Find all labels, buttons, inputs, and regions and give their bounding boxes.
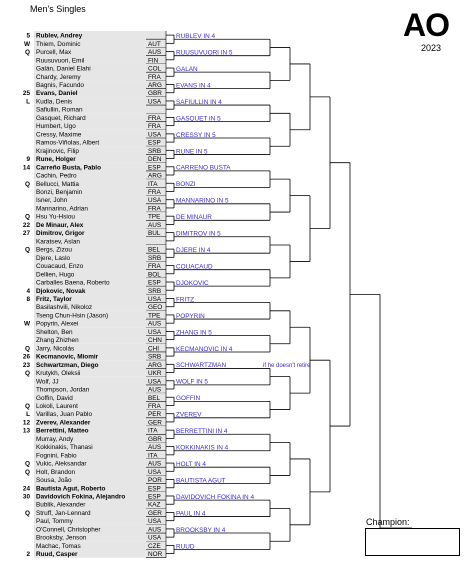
player-name: Jarry, Nicolás	[36, 345, 75, 353]
player-country: AUT	[148, 40, 161, 48]
player-name: Bellucci, Mattia	[36, 180, 79, 188]
round2-note: if he doesn't retire	[263, 363, 311, 370]
player-country: SRB	[148, 254, 162, 262]
seed-label: Q	[25, 180, 30, 188]
player-country: USA	[148, 378, 162, 386]
player-name: Carreño Busta, Pablo	[36, 164, 101, 172]
seed-label: 14	[22, 164, 30, 172]
player-name: Lokoli, Laurent	[36, 402, 78, 410]
player-name: Dimitrov, Grigor	[36, 230, 85, 238]
round2-winner: DAVIDOVICH FOKINA IN 4	[176, 493, 255, 501]
player-name: Zverev, Alexander	[36, 419, 91, 427]
seed-label: Q	[25, 402, 30, 410]
player-country: SRB	[148, 147, 162, 155]
seed-label: 2	[26, 551, 30, 559]
player-country: USA	[148, 295, 162, 303]
player-country: GER	[148, 509, 162, 517]
player-country: USA	[148, 98, 162, 106]
round2-winner: RUBLEV IN 4	[176, 33, 216, 41]
player-country: USA	[148, 534, 162, 542]
player-country: ESP	[148, 485, 161, 493]
round2-winner: SAFIULLIN IN 4	[176, 98, 222, 106]
player-country: ITA	[148, 427, 158, 435]
player-name: Purcell, Max	[36, 49, 72, 57]
player-name: Chardy, Jeremy	[36, 73, 81, 81]
player-name: Schwartzman, Diego	[36, 361, 99, 369]
player-name: Ruud, Casper	[36, 551, 78, 559]
round2-winner: GASQUET IN 5	[176, 115, 221, 123]
player-name: Krutykh, Oleksii	[36, 370, 81, 378]
round2-winner: EVANS IN 4	[176, 82, 211, 90]
round2-winner: BERRETTINI IN 4	[176, 428, 228, 436]
player-country: ITA	[148, 452, 158, 460]
player-name: Ramos-Viñolas, Albert	[36, 139, 100, 147]
seed-label: 30	[22, 493, 30, 501]
player-country: TPE	[148, 213, 161, 221]
round2-winner: BROOKSBY IN 4	[176, 526, 226, 534]
round2-winner: ZVEREV	[176, 411, 202, 419]
round2-winner: DIMITROV IN 5	[176, 230, 221, 238]
player-country: FRA	[148, 402, 161, 410]
player-name: Djere, Laslo	[36, 254, 71, 262]
player-name: Cressy, Maxime	[36, 131, 82, 139]
player-name: Paul, Tommy	[36, 518, 73, 526]
seed-label: Q	[25, 370, 30, 378]
player-country: TPE	[148, 312, 161, 320]
round2-winner: CRESSY IN 5	[176, 131, 216, 139]
player-country: CHI	[148, 345, 160, 353]
round2-winner: KOKKINAKIS IN 4	[176, 444, 229, 452]
round2-winner: PAUL IN 4	[176, 510, 206, 518]
player-name: Bonzi, Benjamin	[36, 189, 83, 196]
player-country: USA	[148, 131, 162, 139]
seed-label: L	[26, 98, 30, 106]
seed-label: Q	[25, 509, 30, 517]
player-country: UKR	[148, 370, 162, 378]
player-country: AUS	[148, 460, 162, 468]
champion-box	[365, 528, 460, 556]
seed-label: W	[23, 40, 30, 48]
player-name: Evans, Daniel	[36, 90, 78, 98]
player-country: ARG	[148, 82, 162, 90]
player-country: ITA	[148, 180, 158, 188]
player-name: Mannarino, Adrian	[36, 205, 88, 213]
round2-winner: COUACAUD	[176, 263, 213, 271]
player-name: Varillas, Juan Pablo	[36, 411, 93, 419]
player-name: Galán, Daniel Elahi	[36, 65, 91, 73]
seed-label: Q	[25, 460, 30, 468]
round2-winner: DJOKOVIC	[176, 279, 209, 287]
player-country: GEO	[148, 304, 163, 312]
player-country: USA	[148, 328, 162, 336]
round2-winner: FRITZ	[176, 296, 195, 304]
seed-label: Q	[25, 246, 30, 254]
player-name: Zhang Zhizhen	[36, 337, 79, 345]
player-name: Vukic, Aleksandar	[36, 460, 87, 468]
player-name: Fognini, Fabio	[36, 452, 77, 460]
player-name: Brooksby, Jenson	[36, 534, 87, 542]
player-country: POR	[148, 477, 162, 485]
player-name: Safiullin, Roman	[36, 106, 83, 114]
player-country: ESP	[148, 279, 161, 287]
player-country: AUS	[148, 386, 162, 394]
player-country: BOL	[148, 271, 161, 279]
player-country: AUS	[148, 444, 162, 452]
player-name: Sousa, João	[36, 477, 72, 485]
player-name: Hsu Yu-Hsiou	[36, 213, 75, 221]
seed-label: 9	[26, 156, 30, 164]
player-name: Djokovic, Novak	[36, 287, 86, 295]
round2-winner: GALAN	[176, 65, 198, 73]
player-name: Holt, Brandon	[36, 468, 76, 476]
player-name: Davidovich Fokina, Alejandro	[36, 493, 126, 501]
player-name: Fritz, Taylor	[36, 295, 72, 303]
player-name: Dellien, Hugo	[36, 271, 75, 279]
player-country: FRA	[148, 205, 161, 213]
player-country: AUS	[148, 221, 162, 229]
player-name: Bergs, Zizou	[36, 246, 72, 254]
player-name: Basilashvili, Nikoloz	[36, 304, 93, 312]
player-country: FRA	[148, 263, 161, 271]
seed-label: 24	[22, 485, 30, 493]
player-country: PER	[148, 411, 162, 419]
seed-label: 27	[22, 230, 30, 238]
player-country: ARG	[148, 172, 162, 180]
player-country: COL	[148, 65, 162, 73]
player-name: Kokkinakis, Thanasi	[36, 444, 93, 452]
player-name: Bautista Agut, Roberto	[36, 485, 106, 493]
player-country: NOR	[148, 551, 163, 559]
seed-label: 25	[22, 90, 30, 98]
player-name: Kudla, Denis	[36, 98, 73, 106]
player-country: FRA	[148, 73, 161, 81]
seed-label: Q	[25, 213, 30, 221]
seed-label: 4	[26, 287, 30, 295]
draw-title: Men's Singles	[30, 4, 86, 14]
player-name: Ruusuvuori, Emil	[36, 57, 85, 65]
player-country: BEL	[148, 246, 161, 254]
round2-winner: KECMANOVIC IN 4	[176, 345, 233, 353]
player-name: Cachin, Pedro	[36, 172, 77, 180]
player-country: AUS	[148, 526, 162, 534]
round2-winner: DE MINAUR	[176, 214, 212, 222]
player-name: Popyrin, Alexei	[36, 320, 79, 328]
player-name: Murray, Andy	[36, 435, 74, 443]
player-name: Bublik, Alexander	[36, 501, 86, 509]
player-name: Bagnis, Facundo	[36, 82, 84, 90]
round2-winner: CARRENO BUSTA	[176, 164, 231, 172]
player-name: Rublev, Andrey	[36, 32, 83, 40]
round2-winner: GOFFIN	[176, 395, 201, 403]
ao-logo: AO	[403, 7, 449, 43]
player-name: Wolf, JJ	[36, 378, 59, 386]
round2-winner: SCHWARTZMAN	[176, 362, 227, 370]
seed-label: 12	[22, 419, 30, 427]
player-country: SRB	[148, 353, 162, 361]
seed-label: Q	[25, 468, 30, 476]
seed-label: L	[26, 411, 30, 419]
player-name: Couacaud, Enzo	[36, 263, 84, 271]
player-name: Goffin, David	[36, 394, 73, 402]
player-country: ESP	[148, 164, 161, 172]
player-country: USA	[148, 518, 162, 526]
player-country: SRB	[148, 287, 162, 295]
seed-label: 8	[26, 295, 30, 303]
player-country: GBR	[148, 90, 162, 98]
player-name: O'Connell, Christopher	[36, 526, 101, 534]
round2-winner: WOLF IN 5	[176, 378, 208, 386]
player-country: CZE	[148, 542, 161, 550]
player-name: Isner, John	[36, 197, 68, 205]
player-country: FRA	[148, 114, 161, 122]
player-country: ESP	[148, 493, 161, 501]
player-name: Kecmanovic, Miomir	[36, 353, 99, 361]
round2-winner: HOLT IN 4	[176, 460, 206, 468]
player-name: De Minaur, Alex	[36, 221, 84, 229]
round2-winner: RUNE IN 5	[176, 148, 208, 156]
player-country: DEN	[148, 156, 162, 164]
seed-label: 22	[22, 221, 30, 229]
player-country: AUS	[148, 320, 162, 328]
year-label: 2023	[421, 43, 442, 53]
champion-label: Champion:	[366, 517, 410, 527]
player-name: Tseng Chun-Hsin (Jason)	[36, 312, 109, 320]
player-country: USA	[148, 197, 162, 205]
player-country: FRA	[148, 123, 161, 131]
player-country: KAZ	[148, 501, 161, 509]
player-name: Krajinovic, Filip	[36, 147, 79, 155]
player-name: Shelton, Ben	[36, 328, 73, 336]
player-name: Carballes Baena, Roberto	[36, 279, 110, 287]
round2-winner: DJERE IN 4	[176, 247, 211, 255]
player-country: ESP	[148, 139, 161, 147]
player-country: BUL	[148, 230, 161, 238]
player-name: Struff, Jan-Lennard	[36, 509, 91, 517]
round2-winner: BONZI	[176, 181, 196, 189]
seed-label: Q	[25, 345, 30, 353]
seed-label: 26	[22, 353, 30, 361]
player-name: Karatsev, Aslan	[36, 238, 80, 246]
round2-winner: POPYRIN	[176, 312, 205, 320]
player-name: Thiem, Dominic	[36, 40, 81, 48]
seed-label: 23	[22, 361, 30, 369]
player-country: FRA	[148, 189, 161, 196]
player-country: BEL	[148, 394, 161, 402]
round2-winner: ZHANG IN 5	[176, 329, 212, 337]
player-name: Machac, Tomas	[36, 542, 81, 550]
round2-winner: BAUTISTA AGUT	[176, 477, 226, 485]
player-country: ARG	[148, 361, 162, 369]
player-name: Berrettini, Matteo	[36, 427, 89, 435]
player-name: Rune, Holger	[36, 156, 76, 164]
round2-winner: RUUD	[176, 543, 195, 551]
player-name: Gasquet, Richard	[36, 114, 86, 122]
seed-label: 13	[22, 427, 30, 435]
player-country: GER	[148, 419, 162, 427]
player-country: FIN	[148, 57, 159, 65]
seed-label: 5	[26, 32, 30, 40]
player-country: CHN	[148, 337, 162, 345]
round2-winner: MANNARINO IN 5	[176, 197, 229, 205]
player-country: USA	[148, 468, 162, 476]
seed-label: W	[23, 320, 30, 328]
player-name: Thompson, Jordan	[36, 386, 90, 394]
player-country: GBR	[148, 435, 162, 443]
seed-label: Q	[25, 49, 30, 57]
round2-winner: RUUSUVUORI IN 5	[176, 49, 233, 57]
player-name: Humbert, Ugo	[36, 123, 76, 131]
player-country: AUS	[148, 49, 162, 57]
